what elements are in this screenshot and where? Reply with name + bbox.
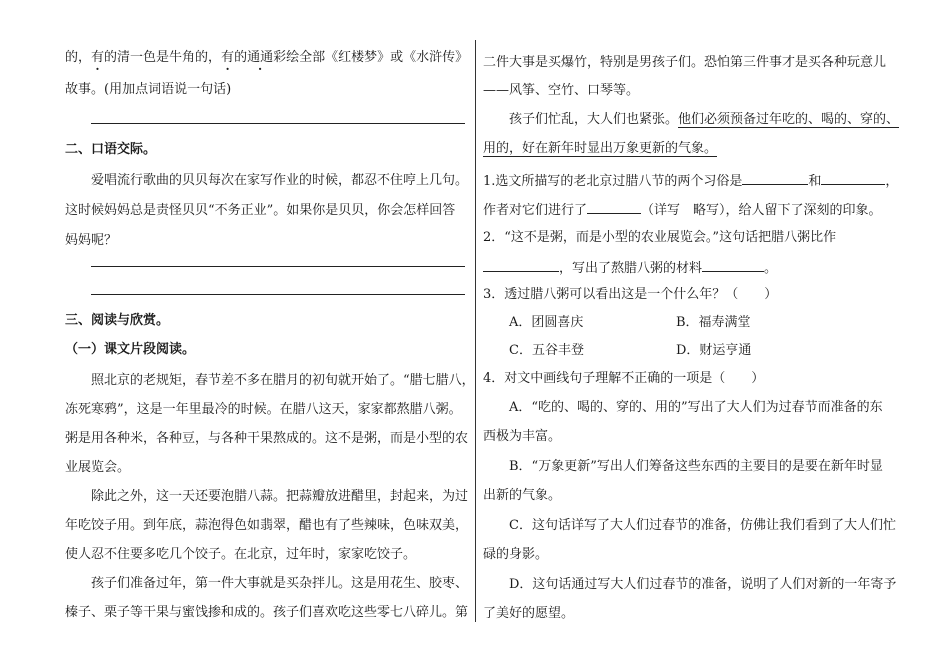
answer-blank[interactable] <box>702 259 764 272</box>
question-2: 2．“这不是粥，而是小型的农业展览会。”这句话把腊八粥比作 <box>483 230 837 245</box>
question-1: 1.选文所描写的老北京过腊八节的两个习俗是 和 ， <box>483 174 899 189</box>
text-line: 这时候妈妈总是责怪贝贝“不务正业”。如果你是贝贝，你会怎样回答 <box>65 203 456 218</box>
answer-line[interactable] <box>91 266 465 267</box>
option-a[interactable]: A．“吃的、喝的、穿的、用的”写出了大人们为过春节而准备的东 <box>509 400 883 415</box>
option-a[interactable]: A．团圆喜庆 <box>509 315 584 330</box>
passage-line: 孩子们忙乱，大人们也紧张。他们必须预备过年吃的、喝的、穿的、 <box>509 112 900 127</box>
dotted-word: 有 <box>91 50 105 65</box>
passage-line: 除此之外，这一天还要泡腊八蒜。把蒜瓣放进醋里，封起来，为过 <box>91 489 469 504</box>
column-divider <box>475 40 476 622</box>
option-c-cont: 碌的身影。 <box>483 547 549 562</box>
underlined-sentence: 他们必须预备过年吃的、喝的、穿的、 <box>678 112 900 127</box>
question-3: 3．透过腊八粥可以看出这是一个什么年？（ ） <box>483 287 778 302</box>
passage-line: ——风筝、空竹、口琴等。 <box>483 83 640 98</box>
text-line: 妈妈呢？ <box>65 233 118 248</box>
section-heading: 二、口语交际。 <box>65 142 157 157</box>
passage-line: 照北京的老规矩，春节差不多在腊月的初旬就开始了。“腊七腊八， <box>91 373 475 388</box>
passage-line: 使人忍不住要多吃几个饺子。在北京，过年时，家家吃饺子。 <box>65 547 417 562</box>
passage-line: 孩子们准备过年，第一件大事就是买杂拌儿。这是用花生、胶枣、 <box>91 576 469 591</box>
underlined-sentence: 用的，好在新年时显出万象更新的气象。 <box>483 141 718 156</box>
text-line: 故事。(用加点词语说一句话) <box>65 82 232 97</box>
option-d[interactable]: D．财运亨通 <box>676 343 752 358</box>
passage-line: 业展览会。 <box>65 460 131 475</box>
dotted-word: 通通 <box>247 50 274 65</box>
section-heading: 三、阅读与欣赏。 <box>65 313 170 328</box>
answer-blank[interactable] <box>821 172 885 185</box>
option-b[interactable]: B．“万象更新”写出人们筹备这些东西的主要目的是要在新年时显 <box>509 459 883 474</box>
option-a-cont: 西极为丰富。 <box>483 429 562 444</box>
passage-line: 年吃饺子用。到年底，蒜泡得色如翡翠，醋也有了些辣味，色味双美， <box>65 518 469 533</box>
answer-blank[interactable] <box>742 172 808 185</box>
passage-line: 榛子、栗子等干果与蜜饯掺和成的。孩子们喜欢吃这些零七八碎儿。第 <box>65 605 469 620</box>
question-1-cont: 作者对它们进行了 （详写 略写），给人留下了深刻的印象。 <box>483 203 882 218</box>
answer-blank[interactable] <box>587 201 641 214</box>
answer-line[interactable] <box>91 123 465 124</box>
option-d-cont: 了美好的愿望。 <box>483 606 575 621</box>
passage-line: 冻死寒鸦”，这是一年里最冷的时候。在腊八这天，家家都熬腊八粥。 <box>65 402 462 417</box>
passage-line <box>483 141 717 157</box>
answer-blank[interactable] <box>483 259 559 272</box>
option-c[interactable]: C．五谷丰登 <box>509 343 584 358</box>
question-4: 4．对文中画线句子理解不正确的一项是（ ） <box>483 371 765 386</box>
option-b-cont: 出新的气象。 <box>483 488 562 503</box>
passage-line: 粥是用各种米，各种豆，与各种干果熬成的。这不是粥，而是小型的农 <box>65 431 469 446</box>
option-b[interactable]: B．福寿满堂 <box>676 315 751 330</box>
text-line: 的，有的清一色是牛角的，有的通通彩绘全部《红楼梦》或《水浒传》 <box>65 50 469 65</box>
sub-heading: （一）课文片段阅读。 <box>65 342 196 357</box>
option-d[interactable]: D．这句话通过写大人们过春节的准备，说明了人们对新的一年寄予 <box>509 577 897 592</box>
answer-line[interactable] <box>91 294 465 295</box>
question-2-cont: ，写出了熬腊八粥的材料 。 <box>483 259 777 277</box>
text-line: 爱唱流行歌曲的贝贝每次在家写作业的时候，都忍不住哼上几句。 <box>91 173 469 188</box>
option-c[interactable]: C．这句话详写了大人们过春节的准备，仿佛让我们看到了大人们忙 <box>509 518 896 533</box>
passage-line: 二件大事是买爆竹，特别是男孩子们。恐怕第三件事才是买各种玩意儿 <box>483 55 887 70</box>
dotted-word: 有 <box>221 50 235 65</box>
